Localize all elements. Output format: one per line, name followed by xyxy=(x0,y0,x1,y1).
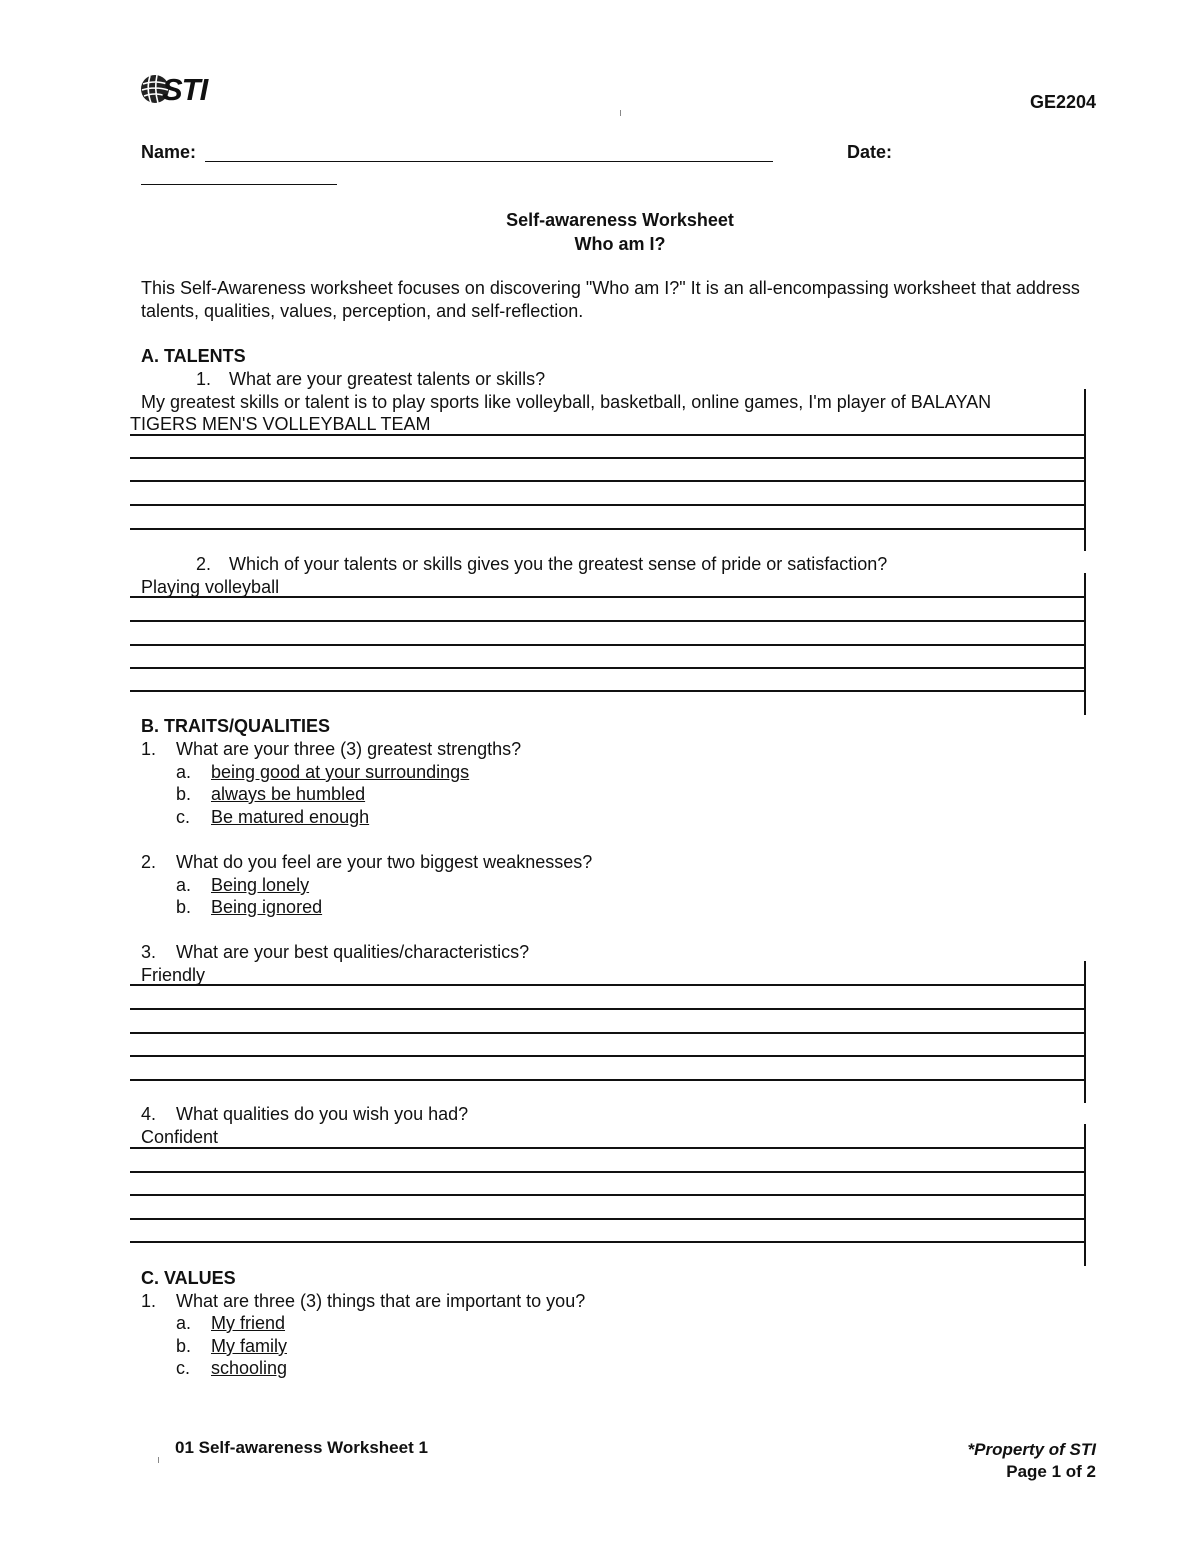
list-item: My family xyxy=(211,1336,287,1356)
question-number: 3. xyxy=(141,942,157,962)
question-text: What are your best qualities/characteristics? xyxy=(176,942,530,962)
answer-line[interactable] xyxy=(130,644,1086,646)
list-item: Be matured enough xyxy=(211,807,370,827)
date-label: Date: xyxy=(847,142,893,162)
answer-line[interactable] xyxy=(130,528,1086,530)
list-item: Being ignored xyxy=(211,897,323,917)
list-letter: b. xyxy=(176,897,192,917)
question-text: Which of your talents or skills gives you the greatest sense of pride or satisfaction? xyxy=(229,554,888,574)
answer-text: TIGERS MEN'S VOLLEYBALL TEAM xyxy=(130,414,431,434)
list-item: being good at your surroundings xyxy=(211,762,470,782)
course-code: GE2204 xyxy=(1030,92,1097,112)
answer-line[interactable] xyxy=(130,434,1086,436)
date-field[interactable] xyxy=(141,184,337,185)
question-number: 1. xyxy=(196,369,212,389)
list-item: Being lonely xyxy=(211,875,310,895)
question-text: What are your three (3) greatest strengths? xyxy=(176,739,522,759)
list-letter: a. xyxy=(176,1313,192,1333)
answer-line[interactable] xyxy=(130,1008,1086,1010)
section-a-heading: A. TALENTS xyxy=(141,346,246,366)
answer-text: Friendly xyxy=(141,965,206,985)
answer-line[interactable] xyxy=(130,1194,1086,1196)
list-letter: c. xyxy=(176,1358,191,1378)
answer-text: Playing volleyball xyxy=(141,577,280,597)
question-text: What qualities do you wish you had? xyxy=(176,1104,469,1124)
answer-line[interactable] xyxy=(130,1147,1086,1149)
question-number: 2. xyxy=(141,852,157,872)
list-item: always be humbled xyxy=(211,784,366,804)
footer-page-number: Page 1 of 2 xyxy=(1006,1462,1096,1481)
answer-line[interactable] xyxy=(130,596,1086,598)
worksheet-title: Self-awareness Worksheet xyxy=(506,210,734,230)
list-letter: a. xyxy=(176,762,192,782)
answer-line[interactable] xyxy=(130,1032,1086,1034)
answer-line[interactable] xyxy=(130,1171,1086,1173)
question-number: 2. xyxy=(196,554,212,574)
question-text: What are three (3) things that are important to you? xyxy=(176,1291,586,1311)
answer-text: Confident xyxy=(141,1127,219,1147)
question-text: What are your greatest talents or skills? xyxy=(229,369,546,389)
answer-line[interactable] xyxy=(130,667,1086,669)
list-letter: c. xyxy=(176,807,191,827)
answer-line[interactable] xyxy=(130,480,1086,482)
answer-line[interactable] xyxy=(130,504,1086,506)
footer-doc-title: 01 Self-awareness Worksheet 1 xyxy=(175,1438,428,1457)
footer-mark xyxy=(158,1457,159,1463)
question-number: 4. xyxy=(141,1104,157,1124)
footer-property: *Property of STI xyxy=(967,1440,1096,1459)
intro-paragraph: This Self-Awareness worksheet focuses on discovering "Who am I?" It is an all-encompassing worksheet that address talents, qualities, values, perception, and self-reflection. xyxy=(141,278,1080,321)
logo-text: STI xyxy=(162,72,208,107)
question-number: 1. xyxy=(141,1291,157,1311)
question-text: What do you feel are your two biggest weaknesses? xyxy=(176,852,593,872)
answer-line[interactable] xyxy=(130,620,1086,622)
list-letter: a. xyxy=(176,875,192,895)
answer-line[interactable] xyxy=(130,457,1086,459)
answer-line[interactable] xyxy=(130,1079,1086,1081)
answer-line[interactable] xyxy=(130,1055,1086,1057)
section-c-heading: C. VALUES xyxy=(141,1268,236,1288)
sti-logo xyxy=(140,70,220,110)
worksheet-subtitle: Who am I? xyxy=(574,234,666,254)
answer-line[interactable] xyxy=(130,984,1086,986)
list-item: My friend xyxy=(211,1313,286,1333)
name-label: Name: xyxy=(141,142,197,162)
header-mark xyxy=(620,110,621,116)
list-letter: b. xyxy=(176,784,192,804)
name-field[interactable] xyxy=(205,161,773,162)
question-number: 1. xyxy=(141,739,157,759)
list-letter: b. xyxy=(176,1336,192,1356)
answer-box-border xyxy=(1084,389,1086,551)
list-item: schooling xyxy=(211,1358,288,1378)
answer-line[interactable] xyxy=(130,690,1086,692)
section-b-heading: B. TRAITS/QUALITIES xyxy=(141,716,330,736)
answer-text: My greatest skills or talent is to play sports like volleyball, basketball, online games, I'm player of BALAYAN xyxy=(141,392,992,412)
answer-line[interactable] xyxy=(130,1218,1086,1220)
answer-line[interactable] xyxy=(130,1241,1086,1243)
